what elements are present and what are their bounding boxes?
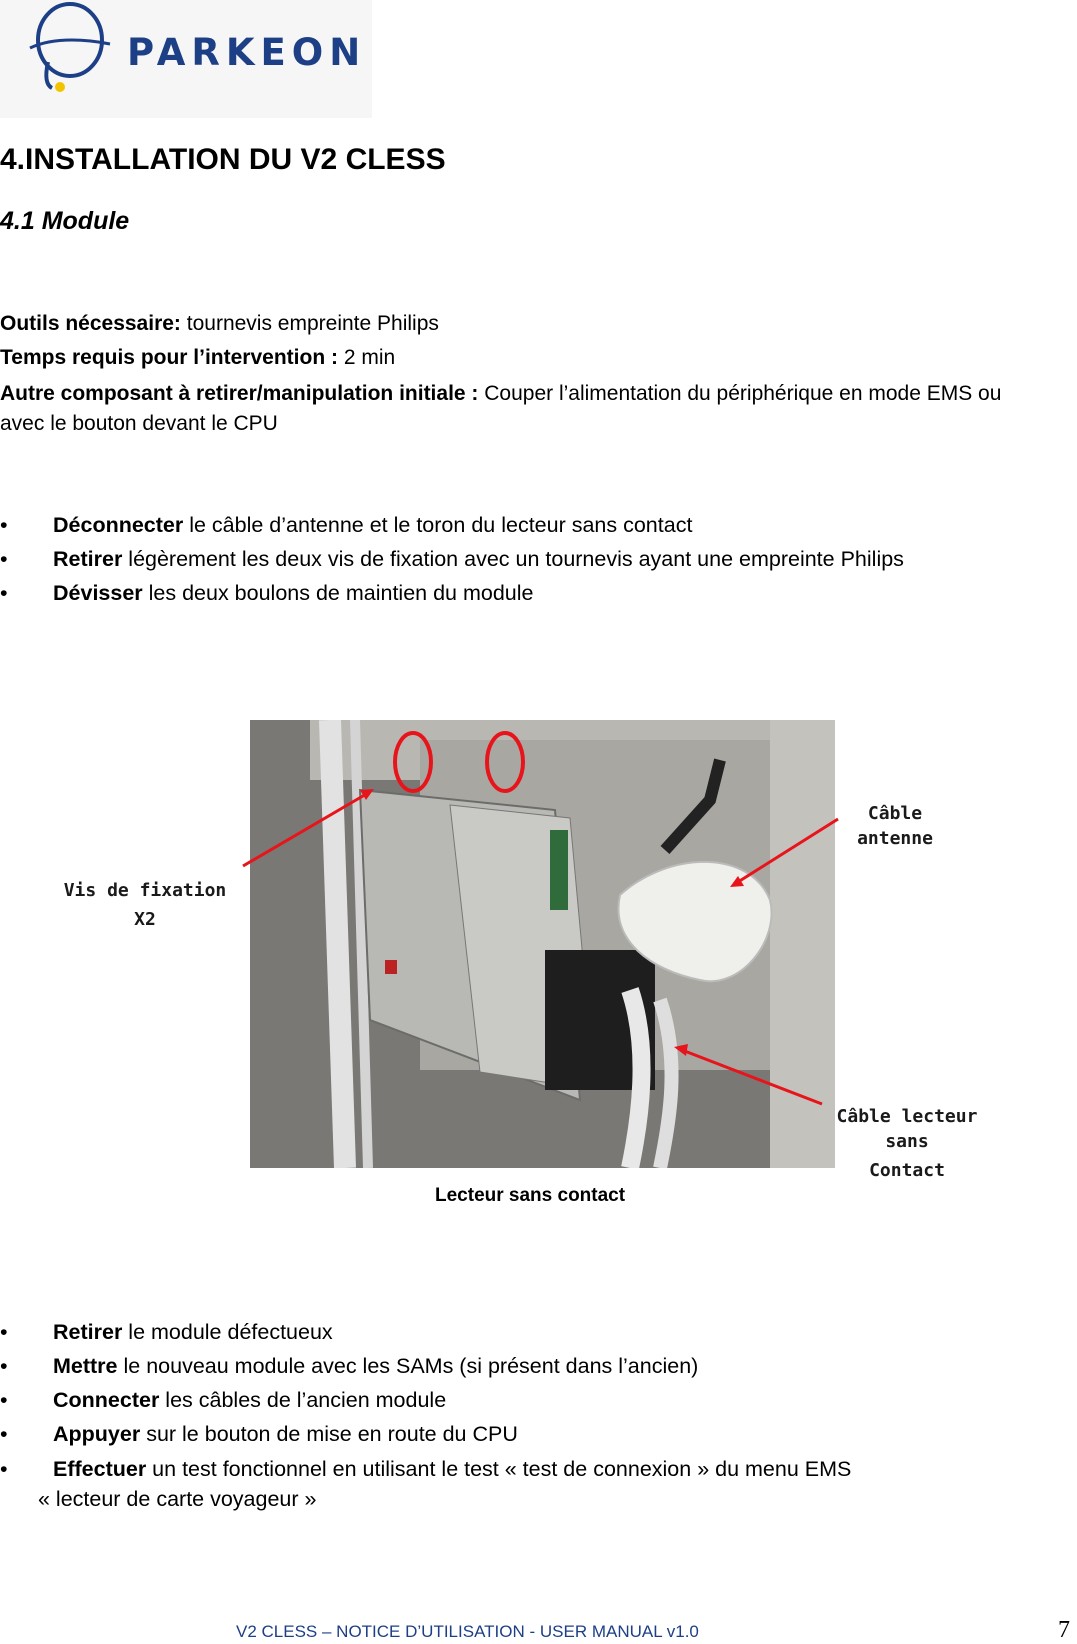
bullet-icon: • [0,1422,8,1446]
step-verb: Dévisser [53,581,143,605]
other-label: Autre composant à retirer/manipulation initiale : [0,382,479,405]
time-value: 2 min [337,346,396,369]
step-text: sur le bouton de mise en route du CPU [140,1422,518,1446]
step-text: le câble d’antenne et le toron du lecteur sans contact [183,513,693,537]
callout-reader-line3: Contact [869,1160,945,1181]
step-verb: Retirer [53,1320,123,1344]
step-verb: Appuyer [53,1422,141,1446]
step-text: un test fonctionnel en utilisant le test « test de connexion » du menu EMS [146,1457,852,1481]
logo-wordmark: PARKEON [127,31,367,74]
footer-text: V2 CLESS – NOTICE D’UTILISATION - USER MANUAL v1.0 [236,1622,699,1641]
bullet-icon: • [0,1354,8,1378]
callout-reader-line2: sans [885,1131,929,1152]
screw-highlight-circle [487,733,523,791]
step-verb: Retirer [53,547,123,571]
screws-arrow [243,793,368,866]
step-verb: Connecter [53,1388,160,1412]
page-number: 7 [1058,1617,1070,1643]
step-verb: Effectuer [53,1457,147,1481]
callout-antenna-line2: antenne [857,828,933,849]
bullet-icon: • [0,581,8,605]
callout-reader-cable [832,1104,982,1183]
callout-antenna [820,801,970,851]
screws-arrowhead [360,789,374,800]
section-title: 4.INSTALLATION DU V2 CLESS [0,143,446,176]
step-text: les câbles de l’ancien module [159,1388,447,1412]
subsection-title: 4.1 Module [0,207,130,235]
step-verb: Mettre [53,1354,118,1378]
reader-arrow [682,1050,822,1104]
callout-screws-line2: X2 [134,909,156,930]
callout-screws [60,878,230,932]
bullet-icon: • [0,1457,8,1481]
callout-reader-line1: Câble lecteur [836,1106,978,1127]
other-value: Couper l’alimentation du périphérique en mode EMS ou avec le bouton devant le CPU [0,382,1002,435]
step-verb: Déconnecter [53,513,184,537]
bullet-icon: • [0,1388,8,1412]
antenna-arrowhead [730,876,744,887]
bullet-icon: • [0,1320,8,1344]
figure-caption-text: Lecteur sans contact [435,1185,626,1206]
bullet-icon: • [0,547,8,571]
bullet-icon: • [0,513,8,537]
screw-highlight-circle [395,733,431,791]
step-text: le nouveau module avec les SAMs (si présent dans l’ancien) [117,1354,699,1378]
callout-screws-line1: Vis de fixation [63,880,227,901]
step-text: légèrement les deux vis de fixation avec un tournevis ayant une empreinte Philips [122,547,904,571]
step-text: les deux boulons de maintien du module [142,581,534,605]
tools-label: Outils nécessaire: [0,312,181,335]
tools-value: tournevis empreinte Philips [180,312,439,335]
callout-antenna-line1: Câble [867,803,923,824]
step-continuation: « lecteur de carte voyageur » [38,1487,317,1511]
reader-arrowhead [674,1044,688,1056]
time-label: Temps requis pour l’intervention : [0,346,338,369]
step-text: le module défectueux [122,1320,333,1344]
